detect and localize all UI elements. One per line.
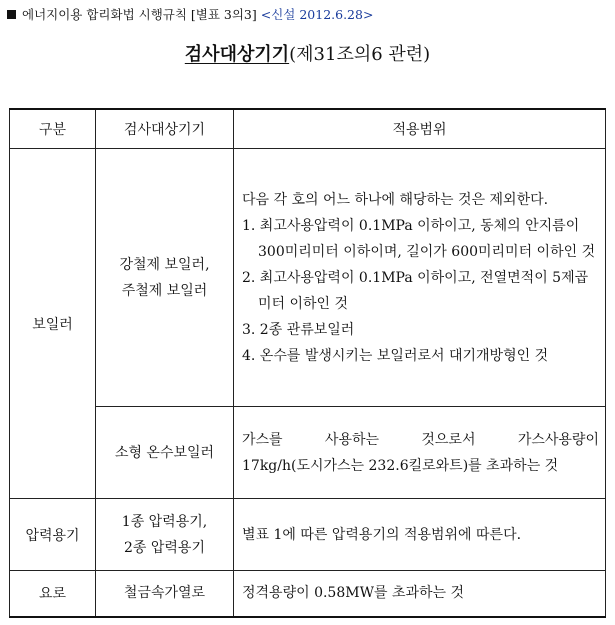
enactment-date: <신설 2012.6.28>	[260, 7, 374, 22]
device-small-boiler: 소형 온수보일러	[96, 407, 234, 499]
device-pressure	[96, 499, 234, 571]
law-reference: 에너지이용 합리화법 시행규칙 [별표 3의3]	[22, 7, 257, 22]
table-header-row	[10, 109, 606, 149]
scope-pressure: 별표 1에 따른 압력용기의 적용범위에 따른다.	[234, 499, 606, 571]
scope-small-boiler	[234, 407, 606, 499]
scope-item-1: 1. 최고사용압력이 0.1MPa 이하이고, 동체의 안지름이 300미리미터 이하이며, 길이가 600미리미터 이하인 것	[242, 217, 596, 260]
document-title	[0, 42, 615, 68]
scope-small-line1	[242, 427, 599, 453]
scope-word: 사용하는	[324, 431, 380, 448]
table-row-pressure	[10, 499, 606, 571]
bullet-square-icon	[7, 10, 16, 19]
table-row-furnace	[10, 571, 606, 617]
category-boiler: 보일러	[10, 149, 96, 499]
device-steel-boiler	[96, 149, 234, 407]
scope-furnace: 정격용량이 0.58MW를 초과하는 것	[234, 571, 606, 617]
device-pressure-line1: 1종 압력용기,	[121, 513, 208, 530]
device-pressure-line2: 2종 압력용기	[124, 539, 205, 556]
device-steel-line1: 강철제 보일러,	[119, 256, 210, 273]
scope-small-rest: 17kg/h(도시가스는 232.6킬로와트)를 초과하는 것	[242, 457, 559, 474]
table-row-boiler-steel	[10, 149, 606, 407]
header-device: 검사대상기기	[96, 109, 234, 149]
scope-word: 가스사용량이	[517, 431, 599, 448]
scope-intro: 다음 각 호의 어느 하나에 해당하는 것은 제외한다.	[242, 191, 549, 208]
scope-item-3: 3. 2종 관류보일러	[242, 321, 355, 338]
title-subtitle: (제31조의6 관련)	[289, 44, 431, 65]
inspection-table	[9, 108, 606, 618]
scope-steel-boiler	[234, 149, 606, 407]
table-row-boiler-small	[10, 407, 606, 499]
scope-item-2: 2. 최고사용압력이 0.1MPa 이하이고, 전열면적이 5제곱미터 이하인 것	[242, 269, 589, 312]
device-steel-line2: 주철제 보일러	[121, 282, 208, 299]
header-category: 구분	[10, 109, 96, 149]
scope-word: 것으로서	[421, 431, 476, 448]
document-header	[7, 6, 373, 24]
category-pressure: 압력용기	[10, 499, 96, 571]
header-scope: 적용범위	[234, 109, 606, 149]
scope-item-4: 4. 온수를 발생시키는 보일러로서 대기개방형인 것	[242, 347, 549, 364]
device-furnace: 철금속가열로	[96, 571, 234, 617]
category-furnace: 요로	[10, 571, 96, 617]
title-main: 검사대상기기	[184, 44, 290, 65]
scope-word: 가스를	[242, 431, 283, 448]
